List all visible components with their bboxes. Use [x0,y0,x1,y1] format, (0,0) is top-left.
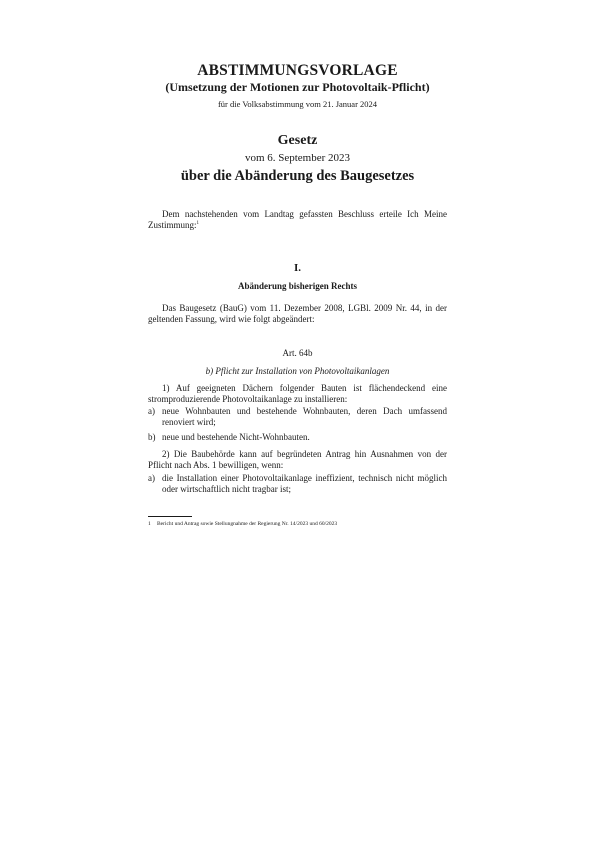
list-item-text: neue Wohnbauten und bestehende Wohnbauten, deren Dach umfassend renoviert wird; [162,406,447,427]
vote-date: für die Volksabstimmung vom 21. Januar 2024 [217,99,378,109]
list-item-label: b) [148,432,156,442]
footnote [148,521,468,528]
footnote-number: 1 [148,521,151,527]
law-date: vom 6. September 2023 [244,152,351,164]
list-item [148,406,447,428]
list-item-text: die Installation einer Photovoltaikanlage ineffizient, technisch nicht möglich oder wirtschaftlich nicht tragbar ist; [162,473,447,494]
law-title: über die Abänderung des Baugesetzes [180,168,415,184]
article-title: b) Pflicht zur Installation von Photovoltaikanlagen [205,366,390,376]
footnote-divider [148,516,192,517]
article-paragraph-2: 2) Die Baubehörde kann auf begründeten Antrag hin Ausnahmen von der Pflicht nach Abs. 1 bewilligen, wenn: [148,449,447,470]
list-item [148,432,447,443]
intro-paragraph [148,209,447,231]
section-number: I. [293,262,302,274]
list-item [148,473,447,495]
law-type: Gesetz [277,133,318,148]
section-paragraph: Das Baugesetz (BauG) vom 11. Dezember 2008, LGBl. 2009 Nr. 44, in der geltenden Fassung, wird wie folgt abgeändert: [148,303,447,324]
footnote-reference: 1 [196,221,200,226]
list-item-text: neue und bestehende Nicht-Wohnbauten. [162,432,310,442]
document-title: ABSTIMMUNGSVORLAGE [197,62,398,79]
article-number: Art. 64b [282,348,313,358]
footnote-text: Bericht und Antrag sowie Stellungnahme der Regierung Nr. 14/2023 und 60/2023 [157,521,338,527]
list-item-label: a) [148,406,155,416]
article-paragraph-1: 1) Auf geeigneten Dächern folgender Bauten ist flächendeckend eine stromproduzierende Photovoltaikanlage zu installieren: [148,383,447,404]
document-subtitle: (Umsetzung der Motionen zur Photovoltaik-Pflicht) [165,80,430,94]
intro-text: Dem nachstehenden vom Landtag gefassten Beschluss erteile Ich Meine Zustimmung: [148,209,447,230]
list-item-label: a) [148,473,155,483]
section-title: Abänderung bisherigen Rechts [237,281,357,291]
